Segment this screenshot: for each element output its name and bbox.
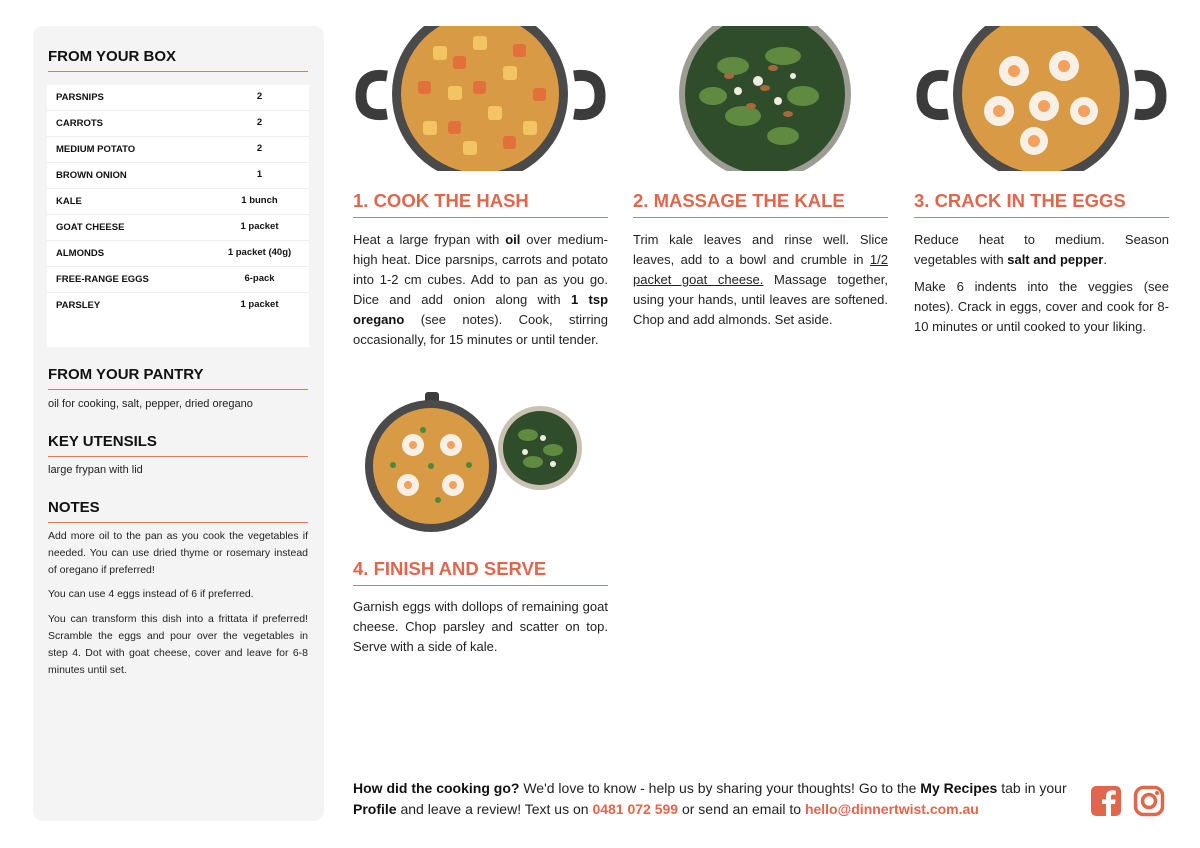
note-2: You can use 4 eggs instead of 6 if preferred. bbox=[48, 588, 254, 600]
ingredient-name: MEDIUM POTATO bbox=[56, 144, 136, 155]
kale-bowl-photo bbox=[633, 26, 888, 171]
ingredient-qty: 1 bbox=[256, 169, 263, 180]
pantry-heading: FROM YOUR PANTRY bbox=[48, 366, 308, 390]
notes-heading: NOTES bbox=[48, 499, 308, 523]
step-3-text: Reduce heat to medium. Season vegetables with salt and pepper. bbox=[914, 232, 1169, 267]
email-link[interactable]: hello@dinnertwist.com.au bbox=[804, 801, 979, 817]
step-3-text-2: Make 6 indents into the veggies (see notes). Crack in eggs, cover and cook for 8-10 minutes or until cooked to your liking. bbox=[914, 279, 1169, 334]
ingredient-row bbox=[47, 293, 309, 319]
step-4-text: Garnish eggs with dollops of remaining goat cheese. Chop parsley and scatter on top. Serve with a side of kale. bbox=[353, 599, 608, 654]
note-3: You can transform this dish into a frittata if preferred! Scramble the eggs and pour over the vegetables in step 4. Dot with goat cheese, cover and leave for 6-8 minutes until set. bbox=[48, 613, 308, 676]
ingredient-qty: 1 packet (40g) bbox=[227, 247, 292, 258]
step-1-title: 1. COOK THE HASH bbox=[353, 190, 608, 218]
pantry-text: oil for cooking, salt, pepper, dried oregano bbox=[48, 398, 253, 410]
ingredient-row bbox=[47, 267, 309, 293]
ingredient-row bbox=[47, 163, 309, 189]
ingredient-row bbox=[47, 241, 309, 267]
ingredient-row bbox=[47, 189, 309, 215]
ingredient-qty: 1 bunch bbox=[241, 195, 278, 206]
ingredient-name: KALE bbox=[56, 196, 82, 207]
ingredient-qty: 2 bbox=[256, 143, 263, 154]
ingredient-row bbox=[47, 85, 309, 111]
ingredient-qty: 1 packet bbox=[240, 299, 279, 310]
ingredient-qty: 2 bbox=[256, 117, 263, 128]
ingredient-name: FREE-RANGE EGGS bbox=[56, 274, 149, 285]
ingredient-name: ALMONDS bbox=[56, 248, 105, 259]
ingredient-name: CARROTS bbox=[56, 118, 103, 129]
ingredient-name: PARSLEY bbox=[56, 300, 101, 311]
instagram-icon[interactable] bbox=[1133, 785, 1165, 817]
feedback-footer: How did the cooking go? We'd love to know - help us by sharing your thoughts! Go to the My Recipes tab in your Profile and leave a review! Text us on 0481 072 599 or send an email to hello@dinnertwist.com.au bbox=[353, 780, 1067, 817]
ingredients-sidebar bbox=[33, 26, 324, 821]
phone-link[interactable]: 0481 072 599 bbox=[592, 801, 679, 817]
ingredient-row bbox=[47, 137, 309, 163]
utensils-text: large frypan with lid bbox=[48, 464, 143, 476]
note-1: Add more oil to the pan as you cook the vegetables if needed. You can use dried thyme or rosemary instead of oregano if preferred! bbox=[48, 530, 308, 576]
ingredient-row bbox=[47, 111, 309, 137]
facebook-icon[interactable] bbox=[1090, 785, 1122, 817]
ingredient-name: BROWN ONION bbox=[56, 170, 127, 181]
final-dish-photo bbox=[353, 390, 608, 540]
ingredient-qty: 6-pack bbox=[244, 273, 275, 284]
step-2-text: Trim kale leaves and rinse well. Slice leaves, add to a bowl and crumble in 1/2 packet goat cheese. Massage together, using your hands, until leaves are softened. Chop and add almonds. Set aside. bbox=[633, 232, 888, 327]
utensils-heading: KEY UTENSILS bbox=[48, 433, 308, 457]
ingredient-name: GOAT CHEESE bbox=[56, 222, 125, 233]
ingredients-table bbox=[47, 85, 309, 347]
step-4-title: 4. FINISH AND SERVE bbox=[353, 558, 608, 586]
ingredient-qty: 1 packet bbox=[240, 221, 279, 232]
step-2-title: 2. MASSAGE THE KALE bbox=[633, 190, 888, 218]
hash-pan-photo bbox=[353, 26, 608, 171]
ingredient-row bbox=[47, 215, 309, 241]
eggs-pan-photo bbox=[914, 26, 1169, 171]
ingredient-qty: 2 bbox=[256, 91, 263, 102]
step-3-title: 3. CRACK IN THE EGGS bbox=[914, 190, 1169, 218]
step-1-text: Heat a large frypan with oil over medium-high heat. Dice parsnips, carrots and potato into 1-2 cm cubes. Add to pan as you go. Dice and add onion along with 1 tsp oregano (see notes). Cook, stirring occasionally, for 15 minutes or until tender. bbox=[353, 232, 609, 347]
from-your-box-heading: FROM YOUR BOX bbox=[48, 48, 308, 72]
ingredient-name: PARSNIPS bbox=[56, 92, 104, 103]
